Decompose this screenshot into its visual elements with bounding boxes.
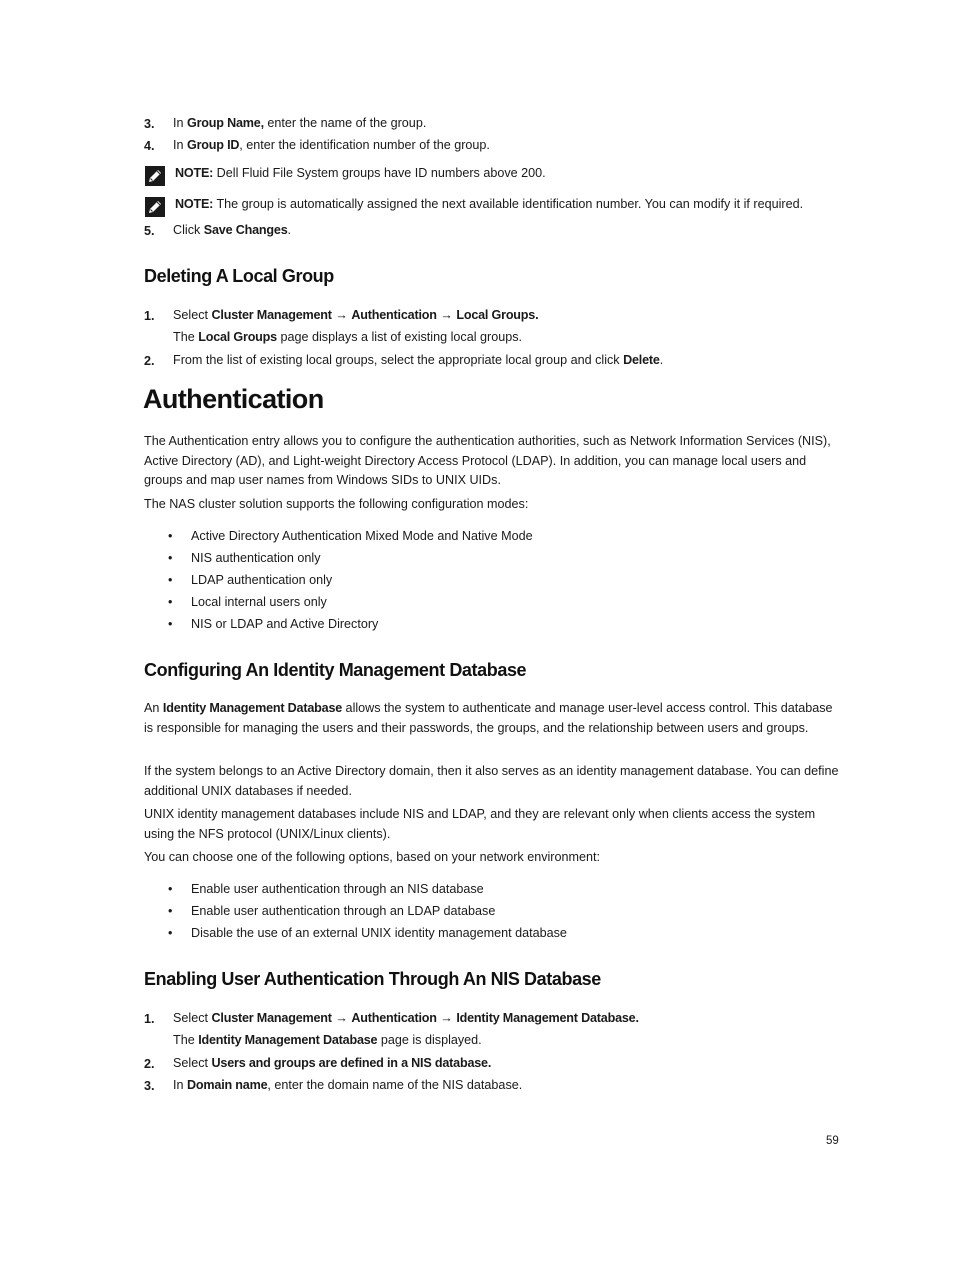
list-item: • Enable user authentication through an NIS database (168, 882, 484, 896)
step-delete-group: From the list of existing local groups, select the appropriate local group and click Delete. (173, 353, 664, 367)
list-item: • NIS authentication only (168, 551, 321, 565)
heading-authentication: Authentication (143, 384, 324, 414)
heading-enabling-nis: Enabling User Authentication Through An NIS Database (144, 969, 601, 989)
note-text: NOTE: Dell Fluid File System groups have ID numbers above 200. (175, 166, 546, 180)
options-intro: You can choose one of the following options, based on your network environment: (144, 850, 601, 864)
list-item: • NIS or LDAP and Active Directory (168, 617, 379, 631)
note-pencil-icon (145, 166, 165, 186)
step-number: 5. (144, 224, 155, 238)
heading-configuring-identity-db: Configuring An Identity Management Database (144, 660, 527, 680)
step-number: 2. (144, 1057, 155, 1071)
step-domain-name: In Domain name, enter the domain name of the NIS database. (173, 1078, 523, 1092)
list-item: • LDAP authentication only (168, 573, 333, 587)
step-sub-text: The Identity Management Database page is displayed. (173, 1033, 482, 1047)
authentication-paragraph: The Authentication entry allows you to configure the authentication authorities, such as Network Information Services (NIS), Active Directory (AD), and Light-weight Directory Access Protocol (LDAP). In addition, you can manage local users and groups and map user names from Windows SIDs to UNIX UIDs. (144, 434, 831, 487)
step-save-changes: Click Save Changes. (173, 223, 291, 237)
step-number: 1. (144, 1012, 155, 1026)
step-number: 2. (144, 354, 155, 368)
list-item: • Enable user authentication through an LDAP database (168, 904, 496, 918)
step-number: 3. (144, 117, 155, 131)
list-item: • Active Directory Authentication Mixed Mode and Native Mode (168, 529, 533, 543)
step-select-local-groups: Select Cluster Management → Authentication → Local Groups. (173, 308, 539, 322)
step-group-name: In Group Name, enter the name of the group. (173, 116, 427, 130)
note-text: NOTE: The group is automatically assigned the next available identification number. You can modify it if required. (175, 197, 804, 211)
active-directory-paragraph: If the system belongs to an Active Directory domain, then it also serves as an identity management database. You can define additional UNIX databases if needed. (144, 764, 839, 798)
heading-deleting-local-group: Deleting A Local Group (144, 266, 334, 286)
step-sub-text: The Local Groups page displays a list of existing local groups. (173, 330, 522, 344)
unix-db-paragraph: UNIX identity management databases include NIS and LDAP, and they are relevant only when clients access the system using the NFS protocol (UNIX/Linux clients). (144, 807, 816, 841)
step-group-id: In Group ID, enter the identification number of the group. (173, 138, 490, 152)
step-nis-option: Select Users and groups are defined in a NIS database. (173, 1056, 492, 1070)
authentication-modes-intro: The NAS cluster solution supports the following configuration modes: (144, 497, 529, 511)
step-number: 3. (144, 1079, 155, 1093)
note-pencil-icon (145, 197, 165, 217)
step-select-identity-db: Select Cluster Management → Authentication → Identity Management Database. (173, 1011, 639, 1025)
step-number: 1. (144, 309, 155, 323)
page-number: 59 (826, 1135, 839, 1147)
identity-db-paragraph: An Identity Management Database allows the system to authenticate and manage user-level access control. This database is responsible for managing the users and their passwords, the groups, and the relationship between users and groups. (144, 701, 833, 735)
list-item: • Local internal users only (168, 595, 327, 609)
list-item: • Disable the use of an external UNIX identity management database (168, 926, 567, 940)
step-number: 4. (144, 139, 155, 153)
